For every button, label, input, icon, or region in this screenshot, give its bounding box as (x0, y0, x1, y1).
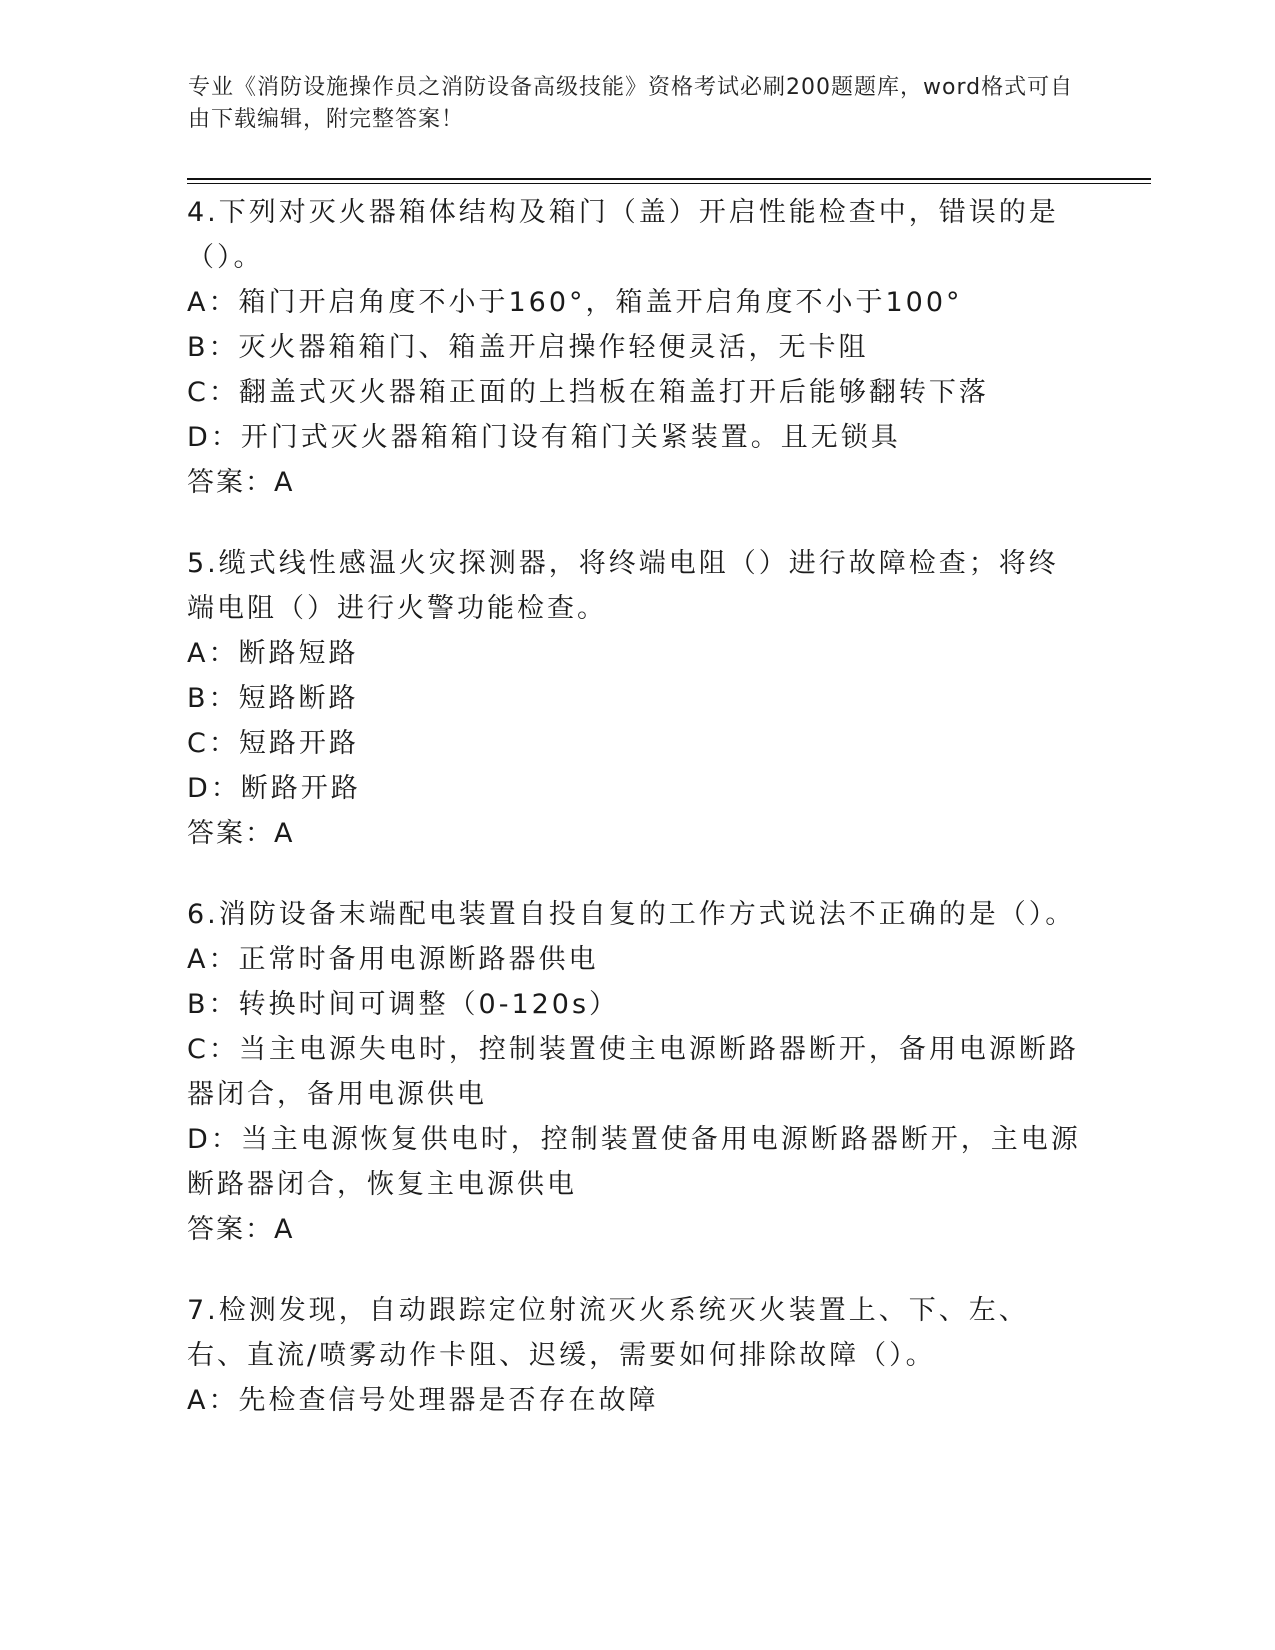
option-c: C：翻盖式灭火器箱正面的上挡板在箱盖打开后能够翻转下落 (187, 377, 989, 408)
question-stem: 7.检测发现，自动跟踪定位射流灭火系统灭火装置上、下、左、右、直流/喷雾动作卡阻、迟缓，需要如何排除故障（）。 (187, 1295, 1029, 1371)
option-a: A：正常时备用电源断路器供电 (187, 944, 599, 975)
question-item (187, 190, 1087, 505)
answer-line: 答案：A (187, 467, 295, 498)
option-a: A：箱门开启角度不小于160°，箱盖开启角度不小于100° (187, 287, 963, 318)
option-d: D：断路开路 (187, 773, 361, 804)
option-b: B：转换时间可调整（0-120s） (187, 989, 620, 1020)
question-list (187, 190, 1087, 1459)
question-item (187, 1288, 1087, 1423)
answer-line: 答案：A (187, 818, 295, 849)
document-header: 专业《消防设施操作员之消防设备高级技能》资格考试必刷200题题库，word格式可自由下载编辑，附完整答案！ (188, 75, 1074, 132)
answer-line: 答案：A (187, 1214, 295, 1245)
option-c: C：短路开路 (187, 728, 359, 759)
question-stem: 4.下列对灭火器箱体结构及箱门（盖）开启性能检查中，错误的是（）。 (187, 197, 1059, 273)
option-b: B：短路断路 (187, 683, 359, 714)
option-a: A：先检查信号处理器是否存在故障 (187, 1385, 659, 1416)
option-d: D：当主电源恢复供电时，控制装置使备用电源断路器断开，主电源断路器闭合，恢复主电源供电 (187, 1124, 1081, 1200)
option-c: C：当主电源失电时，控制装置使主电源断路器断开，备用电源断路器闭合，备用电源供电 (187, 1034, 1079, 1110)
question-item (187, 541, 1087, 856)
option-d: D：开门式灭火器箱箱门设有箱门关紧装置。且无锁具 (187, 422, 901, 453)
question-item (187, 892, 1087, 1252)
question-stem: 6.消防设备末端配电装置自投自复的工作方式说法不正确的是（）。 (187, 899, 1076, 930)
header-rule-thick (187, 178, 1151, 180)
question-stem: 5.缆式线性感温火灾探测器，将终端电阻（）进行故障检查；将终端电阻（）进行火警功能检查。 (187, 548, 1059, 624)
header-rule-thin (187, 183, 1151, 184)
option-a: A：断路短路 (187, 638, 359, 669)
option-b: B：灭火器箱箱门、箱盖开启操作轻便灵活，无卡阻 (187, 332, 869, 363)
